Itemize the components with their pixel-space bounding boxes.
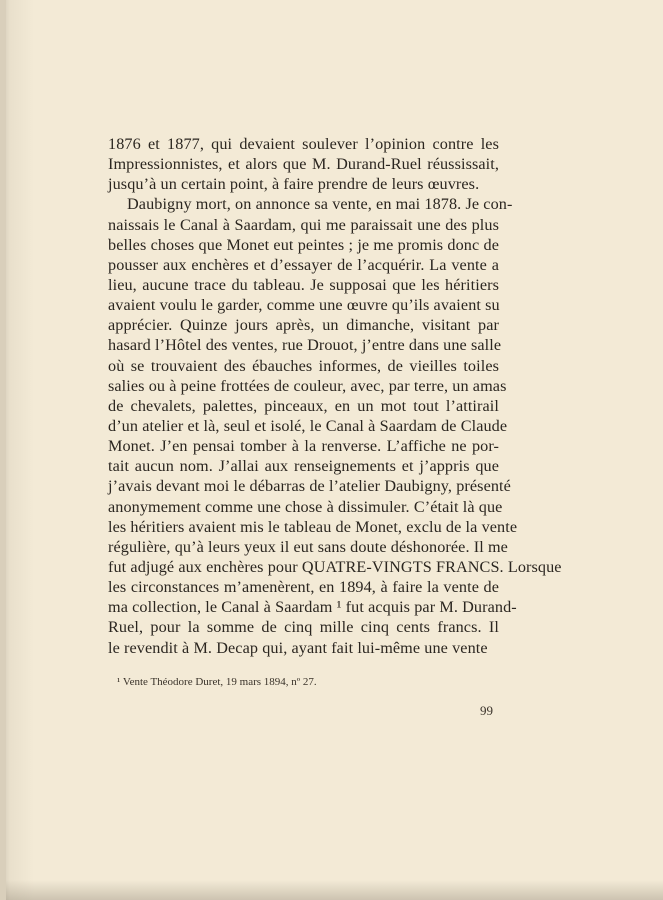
text-line: apprécier. Quinze jours après, un dimanche, visitant par: [108, 316, 499, 335]
text-line: lieu, aucune trace du tableau. Je supposai que les héritiers: [108, 275, 499, 294]
text-line: régulière, qu’à leurs yeux il eut sans doute déshonorée. Il me: [108, 537, 508, 556]
text-line: tait aucun nom. J’allai aux renseignements et j’appris que: [108, 457, 499, 476]
text-line: d’un atelier et là, seul et isolé, le Canal à Saardam de Claude: [108, 416, 508, 435]
text-line: Monet. J’en pensai tomber à la renverse. L’affiche ne por-: [108, 437, 499, 456]
text-line: ma collection, le Canal à Saardam ¹ fut acquis par M. Durand-: [108, 598, 517, 617]
text-line: de chevalets, palettes, pinceaux, en un mot tout l’attirail: [108, 396, 499, 415]
text-line: les héritiers avaient mis le tableau de Monet, exclu de la vente: [108, 517, 518, 536]
text-line: hasard l’Hôtel des ventes, rue Drouot, j’entre dans une salle: [108, 336, 502, 355]
text-line: Daubigny mort, on annonce sa vente, en mai 1878. Je con-: [127, 195, 513, 214]
text-line: jusqu’à un certain point, à faire prendre de leurs œuvres.: [108, 175, 480, 194]
text-line: les circonstances m’amenèrent, en 1894, à faire la vente de: [108, 578, 499, 597]
text-line: le revendit à M. Decap qui, ayant fait lui-même une vente: [108, 638, 488, 657]
text-line: fut adjugé aux enchères pour QUATRE-VINGTS FRANCS. Lorsque: [108, 557, 562, 576]
binding-edge: [0, 0, 6, 900]
text-line: 1876 et 1877, qui devaient soulever l’opinion contre les: [108, 135, 499, 153]
text-line: Impressionnistes, et alors que M. Durand-Ruel réussissait,: [108, 155, 499, 174]
text-line: salies ou à peine frottées de couleur, avec, par terre, un amas: [108, 376, 507, 395]
text-line: naissais le Canal à Saardam, qui me paraissait une des plus: [108, 215, 499, 234]
body-text: [108, 134, 562, 658]
text-line: j’avais devant moi le débarras de l’atelier Daubigny, présenté: [108, 477, 511, 496]
page-number: 99: [480, 703, 493, 718]
text-line: anonymement comme une chose à dissimuler. C’était là que: [108, 497, 503, 516]
text-line: où se trouvaient des ébauches informes, de vieilles toiles: [108, 356, 499, 375]
text-line: pousser aux enchères et d’essayer de l’acquérir. La vente a: [108, 255, 499, 274]
text-line: Ruel, pour la somme de cinq mille cinq cents francs. Il: [108, 618, 499, 637]
text-line: avaient voulu le garder, comme une œuvre qu’ils avaient su: [108, 296, 500, 315]
text-line: belles choses que Monet eut peintes ; je me promis donc de: [108, 235, 499, 254]
footnote: ¹ Vente Théodore Duret, 19 mars 1894, nº 27.: [117, 676, 317, 688]
